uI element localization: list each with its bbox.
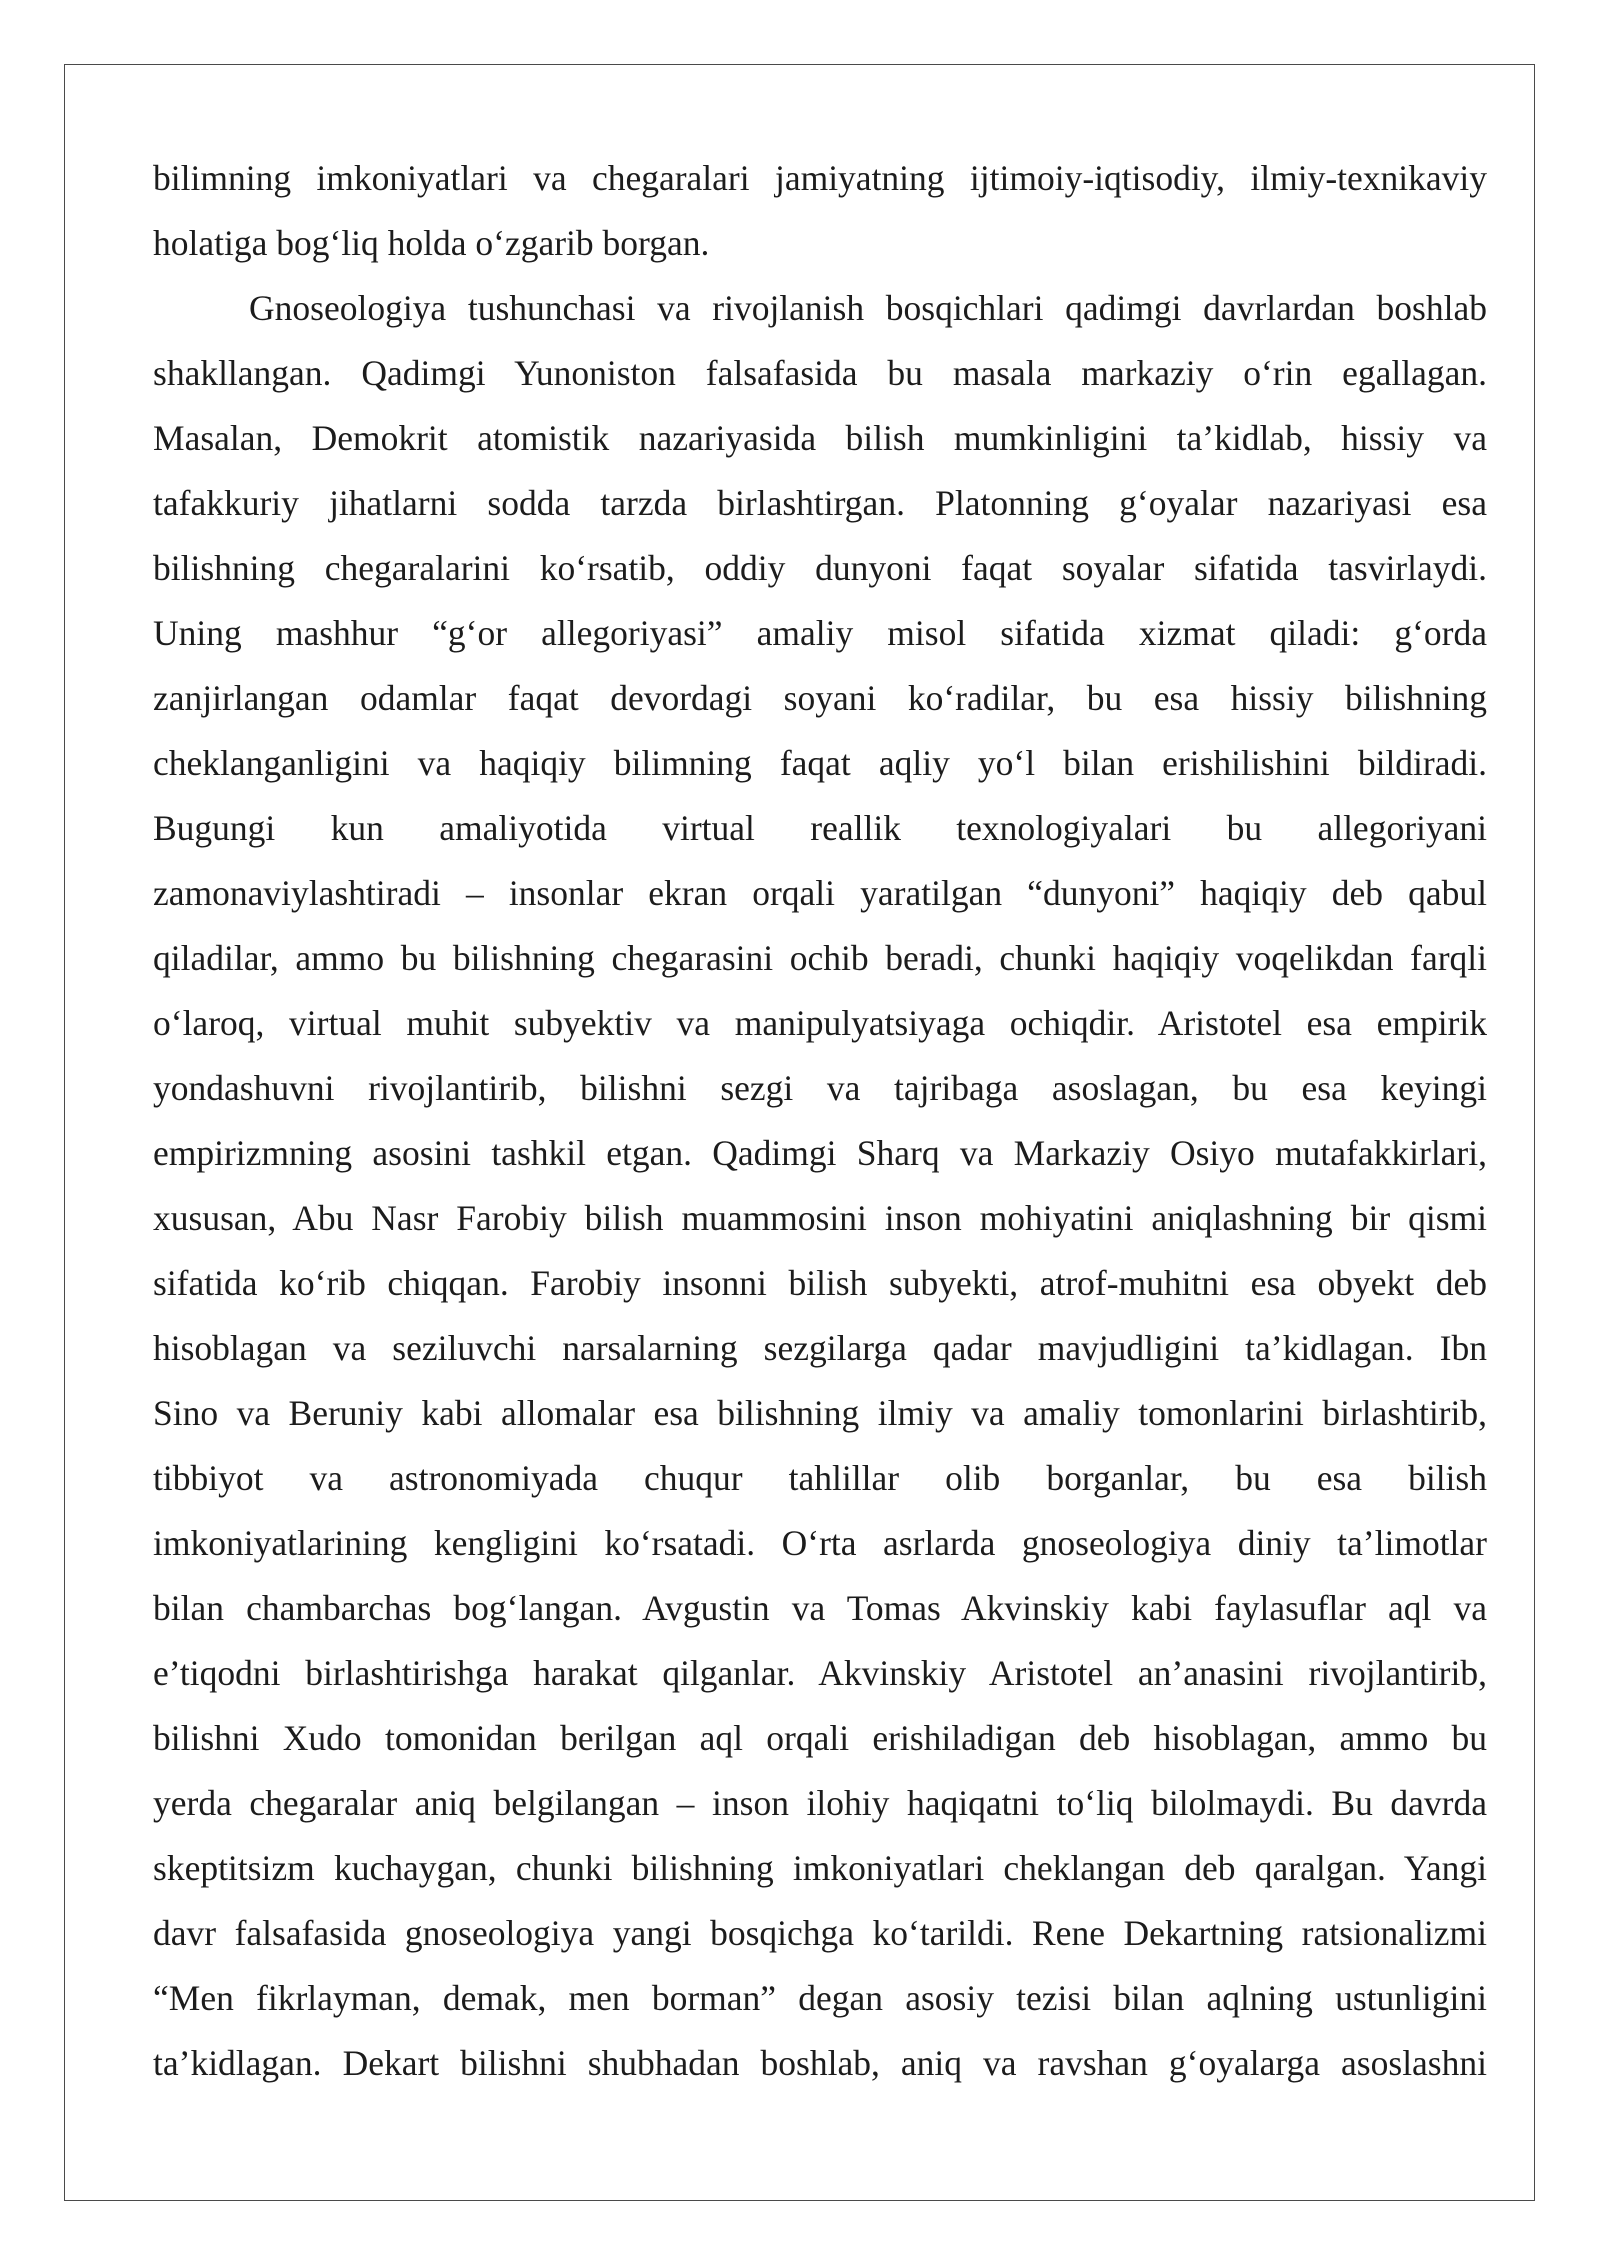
paragraph-line: zanjirlangan odamlar faqat devordagi soyani ko‘radilar, bu esa hissiy bilishning <box>153 678 1487 718</box>
paragraph-line: Sino va Beruniy kabi allomalar esa bilishning ilmiy va amaliy tomonlarini birlashtirib, <box>153 1393 1487 1433</box>
paragraph-line: Bugungi kun amaliyotida virtual reallik texnologiyalari bu allegoriyani <box>153 808 1487 848</box>
paragraph-line: bilimning imkoniyatlari va chegaralari jamiyatning ijtimoiy-iqtisodiy, ilmiy-texnikaviy <box>153 158 1487 198</box>
paragraph-line: empirizmning asosini tashkil etgan. Qadimgi Sharq va Markaziy Osiyo mutafakkirlari, <box>153 1133 1487 1173</box>
paragraph-line: o‘laroq, virtual muhit subyektiv va manipulyatsiyaga ochiqdir. Aristotel esa empirik <box>153 1003 1487 1043</box>
paragraph-line: bilan chambarchas bog‘langan. Avgustin va Tomas Akvinskiy kabi faylasuflar aql va <box>153 1588 1487 1628</box>
paragraph-line: zamonaviylashtiradi – insonlar ekran orqali yaratilgan “dunyoni” haqiqiy deb qabul <box>153 873 1487 913</box>
paragraph-line: hisoblagan va seziluvchi narsalarning sezgilarga qadar mavjudligini ta’kidlagan. Ibn <box>153 1328 1487 1368</box>
paragraph-line: bilishni Xudo tomonidan berilgan aql orqali erishiladigan deb hisoblagan, ammo bu <box>153 1718 1487 1758</box>
paragraph-line: xususan, Abu Nasr Farobiy bilish muammosini inson mohiyatini aniqlashning bir qismi <box>153 1198 1487 1238</box>
paragraph-line: imkoniyatlarining kengligini ko‘rsatadi. O‘rta asrlarda gnoseologiya diniy ta’limotlar <box>153 1523 1487 1563</box>
paragraph-line: Uning mashhur “g‘or allegoriyasi” amaliy misol sifatida xizmat qiladi: g‘orda <box>153 613 1487 653</box>
paragraph-line: qiladilar, ammo bu bilishning chegarasini ochib beradi, chunki haqiqiy voqelikdan farqli <box>153 938 1487 978</box>
paragraph-line: skeptitsizm kuchaygan, chunki bilishning imkoniyatlari cheklangan deb qaralgan. Yangi <box>153 1848 1487 1888</box>
paragraph-line: yondashuvni rivojlantirib, bilishni sezgi va tajribaga asoslagan, bu esa keyingi <box>153 1068 1487 1108</box>
paragraph-line: Gnoseologiya tushunchasi va rivojlanish bosqichlari qadimgi davrlardan boshlab <box>249 288 1487 328</box>
paragraph-line: Masalan, Demokrit atomistik nazariyasida bilish mumkinligini ta’kidlab, hissiy va <box>153 418 1487 458</box>
paragraph-line: cheklanganligini va haqiqiy bilimning faqat aqliy yo‘l bilan erishilishini bildiradi. <box>153 743 1487 783</box>
paragraph-line: tibbiyot va astronomiyada chuqur tahlillar olib borganlar, bu esa bilish <box>153 1458 1487 1498</box>
paragraph-line: davr falsafasida gnoseologiya yangi bosqichga ko‘tarildi. Rene Dekartning ratsionalizmi <box>153 1913 1487 1953</box>
paragraph-line: sifatida ko‘rib chiqqan. Farobiy insonni bilish subyekti, atrof-muhitni esa obyekt deb <box>153 1263 1487 1303</box>
paragraph-line: holatiga bog‘liq holda o‘zgarib borgan. <box>153 223 710 263</box>
paragraph-line: “Men fikrlayman, demak, men borman” degan asosiy tezisi bilan aqlning ustunligini <box>153 1978 1487 2018</box>
paragraph-line: e’tiqodni birlashtirishga harakat qilganlar. Akvinskiy Aristotel an’anasini rivojlantirib, <box>153 1653 1487 1693</box>
paragraph-line: ta’kidlagan. Dekart bilishni shubhadan boshlab, aniq va ravshan g‘oyalarga asoslashni <box>153 2043 1487 2083</box>
paragraph-line: shakllangan. Qadimgi Yunoniston falsafasida bu masala markaziy o‘rin egallagan. <box>153 353 1487 393</box>
paragraph-line: yerda chegaralar aniq belgilangan – inson ilohiy haqiqatni to‘liq bilolmaydi. Bu davrda <box>153 1783 1487 1823</box>
paragraph-line: bilishning chegaralarini ko‘rsatib, oddiy dunyoni faqat soyalar sifatida tasvirlaydi. <box>153 548 1487 588</box>
document-body <box>153 146 1487 2096</box>
paragraph-line: tafakkuriy jihatlarni sodda tarzda birlashtirgan. Platonning g‘oyalar nazariyasi esa <box>153 483 1487 523</box>
